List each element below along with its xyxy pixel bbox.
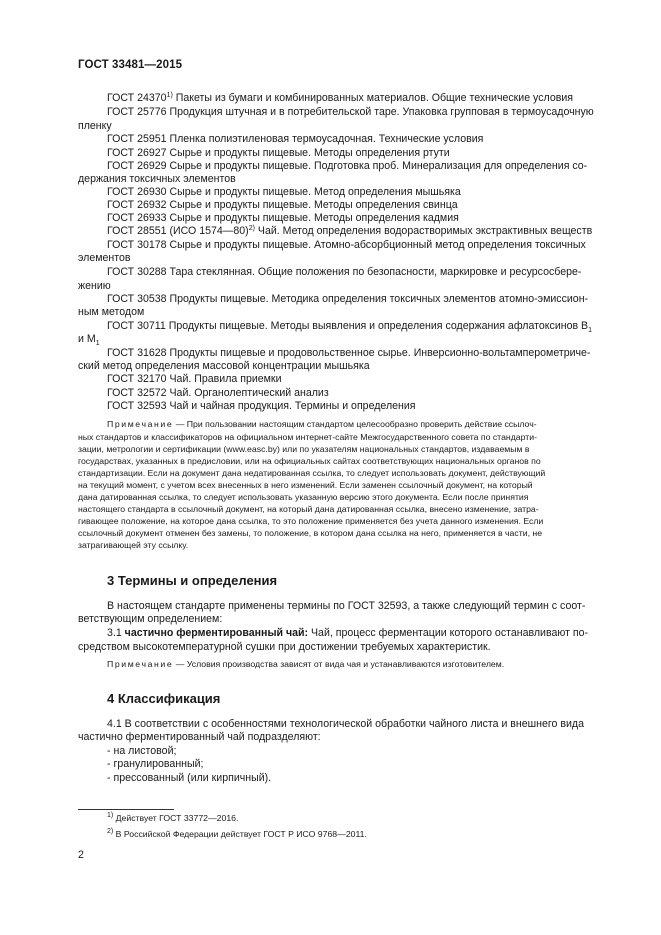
ref-line: держания токсичных элементов: [78, 173, 236, 185]
note-line: затрагивающей эту ссылку.: [78, 540, 189, 550]
ref-line: пленку: [78, 120, 112, 132]
document-header: ГОСТ 33481—2015: [78, 59, 183, 71]
note-line: стандартизации. Если на документ дана недатированная ссылка, то следует использовать документ, действующий: [78, 468, 546, 478]
ref-line: ГОСТ 24370$^{1)}$ Пакеты из бумаги и комбинированных материалов. Общие технические условия: [107, 92, 573, 104]
section-4-paragraph: 4.1 В соответствии с особенностями технологической обработки чайного листа и внешнего вида: [107, 718, 584, 730]
ref-line: ГОСТ 30711 Продукты пищевые. Методы выявления и определения содержания афлатоксинов $B_1$: [107, 320, 593, 334]
footnote: $^{1)}$ Действует ГОСТ 33772—2016.: [107, 812, 239, 823]
note-line: дана датированная ссылка, то следует использовать указанную версию этого документа. Если после принятия: [78, 492, 529, 502]
note-line: государствах, указанных в предисловии, или на официальных сайтах соответствующих национальных органов по: [78, 456, 541, 466]
footnote-divider: [78, 809, 174, 810]
note-line: гивающее положение, на которое дана ссылка, то это положение применяется без учета данного изменения. Если: [78, 516, 544, 526]
ref-line: ГОСТ 30538 Продукты пищевые. Методика определения токсичных элементов атомно-эмиссион-: [107, 293, 589, 305]
footnote: $^{2)}$ В Российской Федерации действует ГОСТ Р ИСО 9768—2011.: [107, 828, 367, 839]
ref-line: элементов: [78, 252, 131, 264]
term-name: частично ферментированный чай:: [124, 627, 309, 639]
ref-line: ский метод определения массовой концентрации мышьяка: [78, 360, 370, 372]
ref-line: ГОСТ 26929 Сырье и продукты пищевые. Подготовка проб. Минерализация для определения со-: [107, 160, 588, 172]
note-label: Примечание: [107, 419, 174, 429]
ref-line: ГОСТ 26930 Сырье и продукты пищевые. Метод определения мышьяка: [107, 186, 461, 198]
note-line: на текущий момент, с учетом всех внесенных в него изменений. Если заменен ссылочный документ, на который: [78, 480, 533, 490]
term-definition: 3.1 частично ферментированный чай: Чай, процесс ферментации которого останавливают по-: [107, 627, 589, 639]
section-4-paragraph: частично ферментированный чай подразделяют:: [78, 731, 321, 743]
note-line: зации, метрологии и сертификации (www.easc.by) или по указателям национальных стандартов, издаваемым в: [78, 444, 530, 454]
ref-line: ГОСТ 26927 Сырье и продукты пищевые. Методы определения ртути: [107, 147, 450, 159]
ref-line: ГОСТ 32572 Чай. Органолептический анализ: [107, 387, 329, 399]
ref-line: ГОСТ 25951 Пленка полиэтиленовая термоусадочная. Технические условия: [107, 133, 484, 145]
ref-line: ным методом: [78, 306, 145, 318]
ref-line: ГОСТ 30288 Тара стеклянная. Общие положения по безопасности, маркировке и ресурсосбере-: [107, 266, 582, 278]
ref-line: ГОСТ 32593 Чай и чайная продукция. Термины и определения: [107, 400, 416, 412]
ref-line: ГОСТ 26932 Сырье и продукты пищевые. Методы определения свинца: [107, 199, 458, 211]
note-line: ссылочный документ отменен без замены, то положение, в котором дана ссылка на него, применяется в части, не: [78, 528, 543, 538]
ref-line: ГОСТ 28551 (ИСО 1574—80)$^{2)}$ Чай. Метод определения водорастворимых экстрактивных веществ: [107, 225, 593, 237]
section-3-paragraph: В настоящем стандарте применены термины по ГОСТ 32593, а также следующий термин с соот-: [107, 600, 586, 612]
note-line: Примечание — При пользовании настоящим стандартом целесообразно проверить действие ссылоч-: [107, 419, 537, 429]
note-line: настоящего стандарта в ссылочный документ, на который дана датированная ссылка, внесено изменение, затра-: [78, 504, 539, 514]
list-item: - прессованный (или кирпичный).: [107, 772, 272, 784]
note-line: ных стандартов и классификаторов на официальном интернет-сайте Межгосударственного совета по стандарти-: [78, 432, 537, 442]
page-number: 2: [78, 849, 84, 861]
section-3-heading: 3 Термины и определения: [107, 573, 278, 588]
term-note: Примечание — Условия производства зависят от вида чая и устанавливаются изготовителем.: [107, 659, 505, 669]
list-item: - гранулированный;: [107, 758, 204, 770]
section-3-paragraph: ветствующим определением:: [78, 613, 223, 625]
note-label: Примечание: [107, 659, 174, 669]
ref-line: и $M_1$: [78, 333, 100, 347]
ref-line: ГОСТ 31628 Продукты пищевые и продовольственное сырье. Инверсионно-вольтамперометриче-: [107, 347, 591, 359]
list-item: - на листовой;: [107, 745, 177, 757]
ref-line: ГОСТ 25776 Продукция штучная и в потребительской таре. Упаковка групповая в термоусадочную: [107, 106, 594, 118]
ref-line: жению: [78, 280, 111, 292]
ref-line: ГОСТ 26933 Сырье и продукты пищевые. Методы определения кадмия: [107, 212, 459, 224]
ref-line: ГОСТ 32170 Чай. Правила приемки: [107, 373, 282, 385]
term-definition: средством высокотемпературной сушки при достижении требуемых характеристик.: [78, 641, 491, 653]
section-4-heading: 4 Классификация: [107, 691, 221, 706]
ref-line: ГОСТ 30178 Сырье и продукты пищевые. Атомно-абсорбционный метод определения токсичных: [107, 239, 586, 251]
